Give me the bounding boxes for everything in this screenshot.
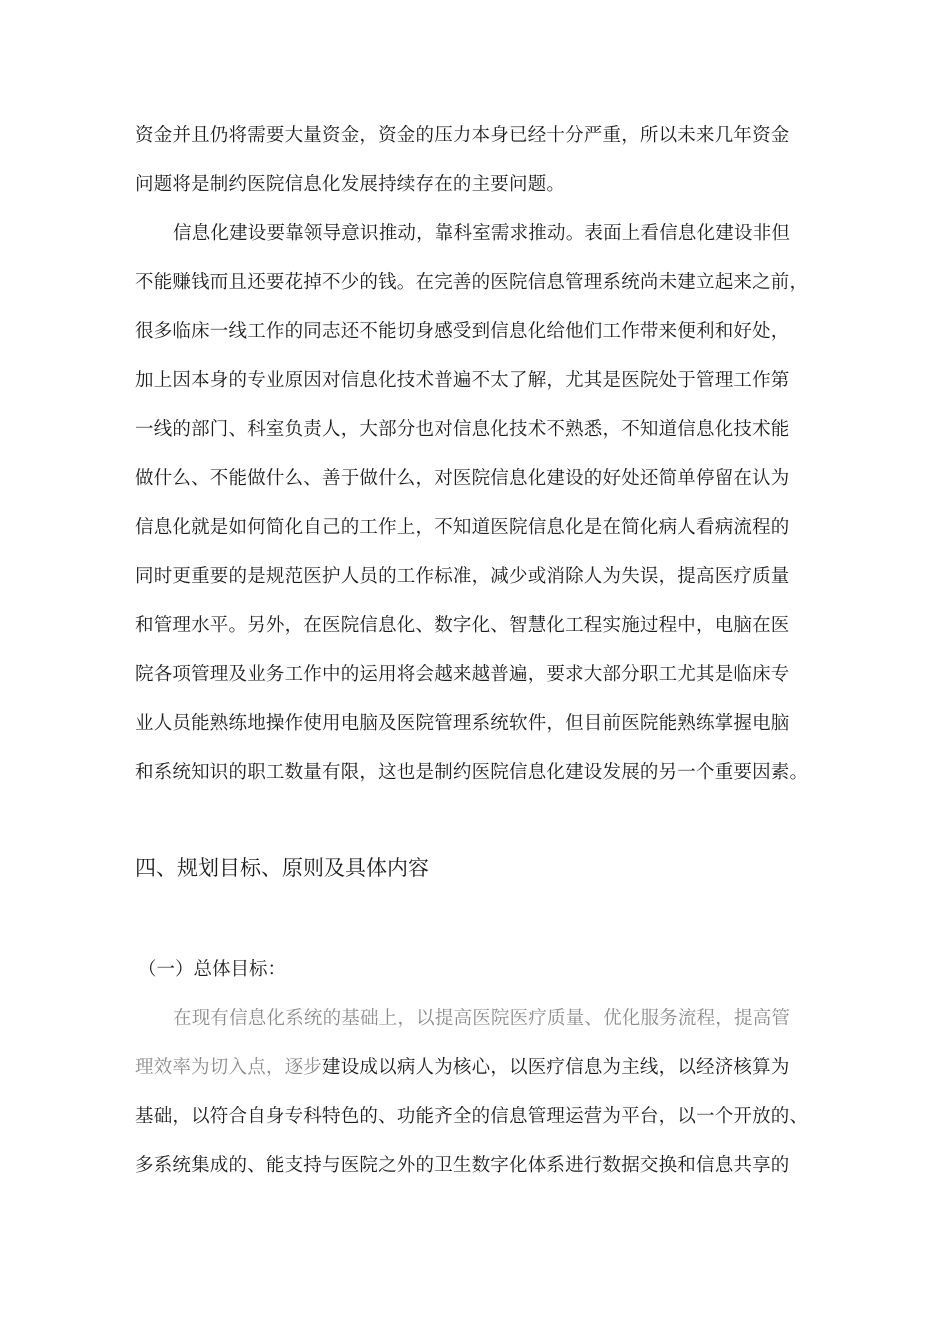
paragraph-3-line-1: 在现有信息化系统的基础上，以提高医院医疗质量、优化服务流程，提高管 xyxy=(173,1008,791,1029)
paragraph-3-line-4: 多系统集成的、能支持与医院之外的卫生数字化体系进行数据交换和信息共享的 xyxy=(135,1155,790,1176)
paragraph-1-line-2: 问题将是制约医院信息化发展持续存在的主要问题。 xyxy=(135,174,566,195)
subsection-heading: （一）总体目标： xyxy=(138,959,287,980)
paragraph-2-line-1: 信息化建设要靠领导意识推动，靠科室需求推动。表面上看信息化建设非但 xyxy=(173,223,791,244)
paragraph-2-line-12: 和系统知识的职工数量有限，这也是制约医院信息化建设发展的另一个重要因素。 xyxy=(135,762,809,783)
paragraph-2-line-3: 很多临床一线工作的同志还不能切身感受到信息化给他们工作带来便利和好处， xyxy=(135,321,790,342)
paragraph-2-line-8: 同时更重要的是规范医护人员的工作标准，减少或消除人为失误，提高医疗质量 xyxy=(135,566,790,587)
paragraph-2-line-9: 和管理水平。另外，在医院信息化、数字化、智慧化工程实施过程中，电脑在医 xyxy=(135,615,790,636)
paragraph-2-line-4: 加上因本身的专业原因对信息化技术普遍不太了解，尤其是医院处于管理工作第 xyxy=(135,370,790,391)
paragraph-3-line-2-rest: 建设成以病人为核心，以医疗信息为主线，以经济核算为 xyxy=(322,1057,790,1078)
paragraph-2-line-2: 不能赚钱而且还要花掉不少的钱。在完善的医院信息管理系统尚未建立起来之前， xyxy=(135,272,809,293)
paragraph-2-line-6: 做什么、不能做什么、善于做什么，对医院信息化建设的好处还简单停留在认为 xyxy=(135,468,790,489)
paragraph-2-line-10: 院各项管理及业务工作中的运用将会越来越普遍，要求大部分职工尤其是临床专 xyxy=(135,664,790,685)
paragraph-2-line-7: 信息化就是如何简化自己的工作上，不知道医院信息化是在简化病人看病流程的 xyxy=(135,517,790,538)
paragraph-3-line-3: 基础，以符合自身专科特色的、功能齐全的信息管理运营为平台，以一个开放的、 xyxy=(135,1106,809,1127)
paragraph-2-line-5: 一线的部门、科室负责人，大部分也对信息化技术不熟悉，不知道信息化技术能 xyxy=(135,419,790,440)
paragraph-3-line-2 xyxy=(135,1056,790,1080)
section-heading: 四、规划目标、原则及具体内容 xyxy=(135,856,429,880)
paragraph-2-line-11: 业人员能熟练地操作使用电脑及医院管理系统软件，但目前医院能熟练掌握电脑 xyxy=(135,713,790,734)
paragraph-3-line-2-gray: 理效率为切入点，逐步 xyxy=(135,1057,323,1078)
paragraph-1-line-1: 资金并且仍将需要大量资金，资金的压力本身已经十分严重，所以未来几年资金 xyxy=(135,125,790,146)
